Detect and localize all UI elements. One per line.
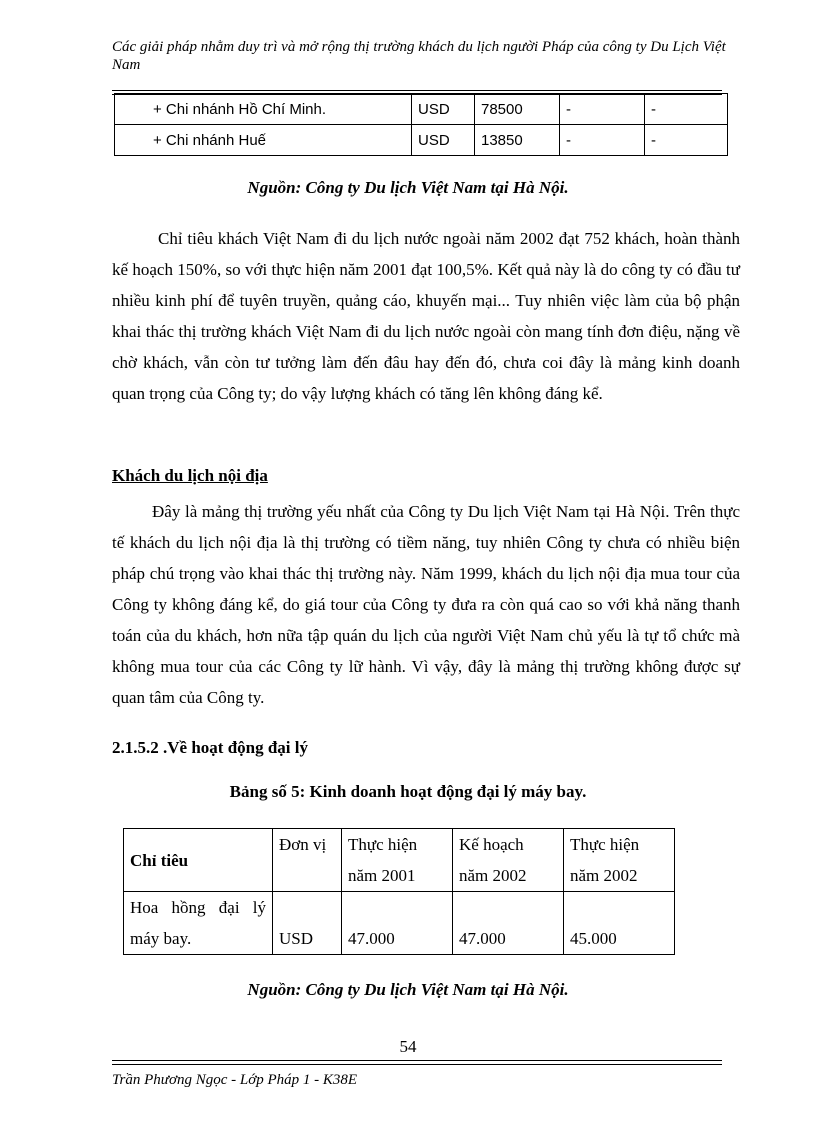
table-cell: + Chi nhánh Hồ Chí Minh. [115,94,412,125]
page-header: Các giải pháp nhằm duy trì và mở rộng thị trường khách du lịch người Pháp của công ty Du Lịch Việt Nam [112,39,726,73]
table-cell: - [560,125,645,156]
source-note: Nguồn: Công ty Du lịch Việt Nam tại Hà Nội. [247,178,569,197]
column-header: Kế hoạch năm 2002 [453,829,564,892]
body-paragraph: Đây là mảng thị trường yếu nhất của Công ty Du lịch Việt Nam tại Hà Nội. Trên thực tế khách du lịch nội địa là thị trường có tiềm năng, tuy nhiên Công ty chưa có nhiều biện pháp chú trọng vào khai thác thị trường này. Năm 1999, khách du lịch nội địa mua tour của Công ty không đáng kể, do giá tour của Công ty đưa ra còn quá cao so với khả năng thanh toán của du khách, hơn nữa tập quán du lịch của người Việt Nam chủ yếu là tự tổ chức mà không mua tour của các Công ty lữ hành. Vì vậy, đây là mảng thị trường không được sự quan tâm của Công ty. [112,502,740,707]
footer-rule-bottom [112,1064,722,1065]
table-cell: 78500 [475,94,560,125]
column-header: Đơn vị [273,829,342,892]
column-header: Chỉ tiêu [124,829,273,892]
section-heading: 2.1.5.2 .Về hoạt động đại lý [112,738,308,757]
table-cell: - [645,125,728,156]
table-caption: Bảng số 5: Kinh doanh hoạt động đại lý máy bay. [229,782,587,801]
table-header-row [124,829,675,892]
page-footer: Trần Phương Ngọc - Lớp Pháp 1 - K38E [112,1072,358,1088]
table-cell: 45.000 [564,892,675,955]
table-cell: USD [412,125,475,156]
table-cell: 47.000 [342,892,453,955]
column-header: Thực hiện năm 2002 [564,829,675,892]
column-header: Thực hiện năm 2001 [342,829,453,892]
table-row [115,125,728,156]
top-table [114,93,728,156]
table-cell: - [560,94,645,125]
header-rule-top [112,90,722,91]
footer-rule-top [112,1060,722,1061]
table-row [115,94,728,125]
table-cell: 47.000 [453,892,564,955]
table-cell: - [645,94,728,125]
body-paragraph: Chỉ tiêu khách Việt Nam đi du lịch nước ngoài năm 2002 đạt 752 khách, hoàn thành kế hoạch 150%, so với thực hiện năm 2001 đạt 100,5%. Kết quả này là do công ty có đầu tư nhiều kinh phí để tuyên truyền, quảng cáo, khuyến mại... Tuy nhiên việc làm của bộ phận khai thác thị trường khách Việt Nam đi du lịch nước ngoài còn mang tính đơn điệu, nặng về chờ khách, vẫn còn tư tưởng làm đến đâu hay đến đó, chưa coi đây là mảng kinh doanh quan trọng của Công ty; do vậy lượng khách có tăng lên không đáng kể. [112,229,740,403]
table-row [124,892,675,955]
table-cell: 13850 [475,125,560,156]
table-cell: USD [273,892,342,955]
page-number: 54 [399,1037,417,1056]
table-cell: + Chi nhánh Huế [115,125,412,156]
table-cell: Hoa hồng đại lý máy bay. [124,892,273,955]
agency-table [123,828,675,955]
table-cell: USD [412,94,475,125]
source-note: Nguồn: Công ty Du lịch Việt Nam tại Hà Nội. [247,980,569,999]
subheading: Khách du lịch nội địa [112,466,268,485]
